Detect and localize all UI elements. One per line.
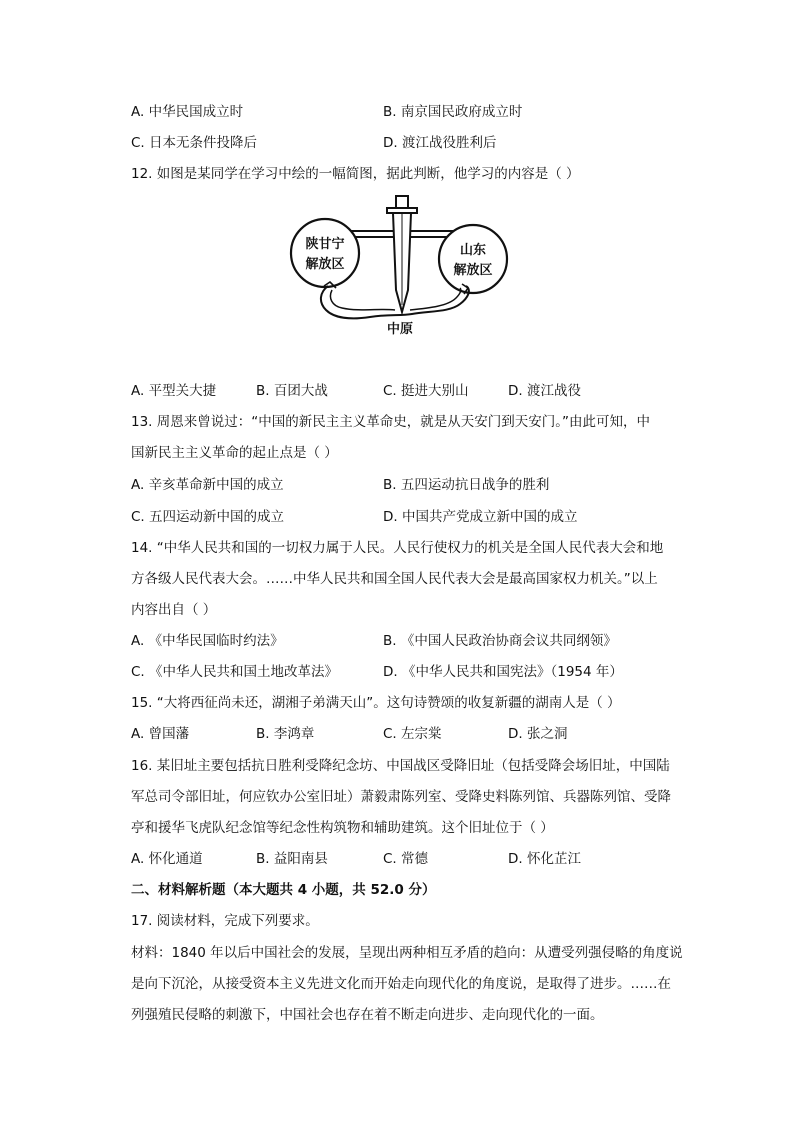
left-region-circle	[291, 219, 359, 287]
q11-option-c[interactable]: C. 日本无条件投降后	[131, 135, 258, 151]
left-hand-stroke	[330, 290, 395, 310]
sword-hilt	[396, 196, 408, 208]
q14-option-c[interactable]: C. 《中华人民共和国土地改革法》	[131, 664, 339, 680]
central-plains-label: 中原	[386, 322, 414, 337]
q16-option-b[interactable]: B. 益阳南县	[256, 851, 328, 867]
q13-stem-line2: 国新民主主义革命的起止点是（ ）	[131, 445, 338, 461]
q15-option-a[interactable]: A. 曾国藩	[131, 726, 190, 742]
q15-option-d[interactable]: D. 张之洞	[508, 726, 568, 742]
q16-option-a[interactable]: A. 怀化通道	[131, 851, 203, 867]
left-region-label-line1: 陕甘宁	[305, 237, 345, 252]
q13-option-d[interactable]: D. 中国共产党成立新中国的成立	[383, 509, 578, 525]
q14-stem-line3: 内容出自（ ）	[131, 602, 217, 618]
right-region-label-line1: 山东	[459, 243, 487, 258]
sword-map-sketch	[280, 190, 520, 350]
q11-option-b[interactable]: B. 南京国民政府成立时	[383, 104, 523, 120]
q13-stem-line1: 13. 周恩来曾说过：“中国的新民主主义革命史，就是从天安门到天安门。”由此可知，中	[131, 414, 650, 430]
q17-material-line1: 材料：1840 年以后中国社会的发展，呈现出两种相互矛盾的趋向：从遭受列强侵略的角度说	[131, 945, 683, 961]
q16-stem-line1: 16. 某旧址主要包括抗日胜利受降纪念坊、中国战区受降旧址（包括受降会场旧址，中国陆	[131, 758, 670, 774]
q15-option-c[interactable]: C. 左宗棠	[383, 726, 442, 742]
q12-option-c[interactable]: C. 挺进大别山	[383, 383, 469, 399]
q14-stem-line1: 14. “中华人民共和国的一切权力属于人民。人民行使权力的机关是全国人民代表大会和地	[131, 540, 664, 556]
q17-material-line3: 列强殖民侵略的刺激下，中国社会也存在着不断走向进步、走向现代化的一面。	[131, 1007, 604, 1023]
q16-stem-line2: 军总司令部旧址，何应钦办公室旧址）萧毅肃陈列室、受降史料陈列馆、兵器陈列馆、受降	[131, 789, 671, 805]
q14-stem-line2: 方各级人民代表大会。……中华人民共和国全国人民代表大会是最高国家权力机关。”以上	[131, 571, 658, 587]
right-region-label-line2: 解放区	[453, 263, 493, 278]
q14-option-b[interactable]: B. 《中国人民政治协商会议共同纲领》	[383, 633, 617, 649]
q13-option-b[interactable]: B. 五四运动抗日战争的胜利	[383, 477, 550, 493]
section-2-heading: 二、材料解析题（本大题共 4 小题，共 52.0 分）	[131, 882, 436, 898]
q17-material-line2: 是向下沉沦，从接受资本主义先进文化而开始走向现代化的角度说，是取得了进步。……在	[131, 976, 671, 992]
q12-option-a[interactable]: A. 平型关大捷	[131, 383, 217, 399]
q12-option-d[interactable]: D. 渡江战役	[508, 383, 581, 399]
q12-sketch-figure	[280, 190, 520, 350]
q14-option-d[interactable]: D. 《中华人民共和国宪法》（1954 年）	[383, 664, 623, 680]
q11-option-a[interactable]: A. 中华民国成立时	[131, 104, 244, 120]
q16-option-d[interactable]: D. 怀化芷江	[508, 851, 581, 867]
q13-option-c[interactable]: C. 五四运动新中国的成立	[131, 509, 285, 525]
q15-option-b[interactable]: B. 李鸿章	[256, 726, 315, 742]
q16-option-c[interactable]: C. 常德	[383, 851, 429, 867]
q13-option-a[interactable]: A. 辛亥革命新中国的成立	[131, 477, 284, 493]
q12-option-b[interactable]: B. 百团大战	[256, 383, 328, 399]
q16-stem-line3: 亭和援华飞虎队纪念馆等纪念性构筑物和辅助建筑。这个旧址位于（ ）	[131, 820, 554, 836]
q14-option-a[interactable]: A. 《中华民国临时约法》	[131, 633, 284, 649]
q11-option-d[interactable]: D. 渡江战役胜利后	[383, 135, 497, 151]
q15-stem: 15. “大将西征尚未还，湖湘子弟满天山”。这句诗赞颂的收复新疆的湖南人是（ ）	[131, 695, 621, 711]
left-region-label-line2: 解放区	[305, 257, 345, 272]
q17-stem: 17. 阅读材料，完成下列要求。	[131, 913, 319, 929]
q12-stem: 12. 如图是某同学在学习中绘的一幅简图，据此判断，他学习的内容是（ ）	[131, 166, 580, 182]
right-region-circle	[439, 225, 507, 293]
central-plains-outline	[321, 286, 469, 318]
